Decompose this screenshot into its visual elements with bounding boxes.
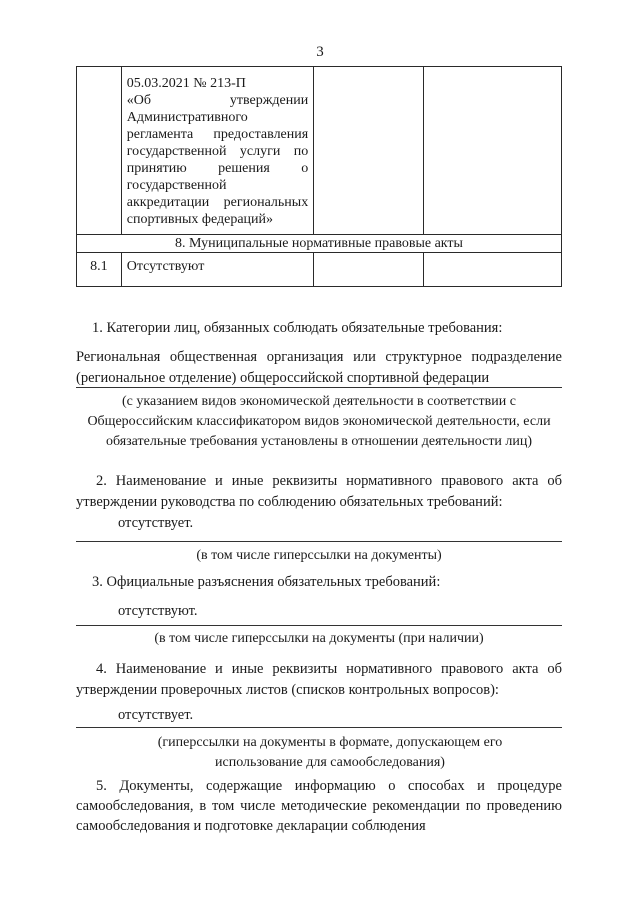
page-number: 3 <box>316 44 324 60</box>
table-cell-empty <box>424 253 562 287</box>
item2-caption: (в том числе гиперссылки на документы) <box>196 548 442 563</box>
table-cell-empty <box>314 253 424 287</box>
item3-heading: 3. Официальные разъяснения обязательных требований: <box>92 574 441 590</box>
document-line: принятию решения о <box>126 161 309 176</box>
table-row <box>77 253 562 287</box>
item4-caption: (гиперссылки на документы в формате, допускающем его использование для самообследования) <box>157 735 503 770</box>
document-line: 05.03.2021 № 213-П <box>126 76 246 91</box>
row-number: 8.1 <box>77 253 122 287</box>
document-line: государственной услуги по <box>126 144 309 159</box>
item2-value: отсутствует. <box>118 515 194 531</box>
section-header: 8. Муниципальные нормативные правовые акты <box>77 235 562 253</box>
regulations-table <box>76 66 562 287</box>
document-line: аккредитации региональных <box>126 195 309 210</box>
row-text: Отсутствуют <box>121 253 313 287</box>
table-cell-number <box>77 67 122 235</box>
item1-heading: 1. Категории лиц, обязанных соблюдать обязательные требования: <box>92 320 503 336</box>
underline <box>76 387 562 388</box>
document-line: спортивных федераций» <box>126 212 274 227</box>
item3-value: отсутствуют. <box>118 603 198 619</box>
item2-heading: 2. Наименование и иные реквизиты нормативного правового акта об утверждении руководства по соблюдению обязательных требований: <box>76 473 562 510</box>
table-cell-empty <box>314 67 424 235</box>
underline <box>76 625 562 626</box>
document-line: «Об утверждении <box>126 93 309 108</box>
underline <box>76 541 562 542</box>
table-cell-empty <box>424 67 562 235</box>
document-line: регламента предоставления <box>126 127 309 142</box>
item3-caption: (в том числе гиперссылки на документы (при наличии) <box>154 631 484 646</box>
item4-value: отсутствует. <box>118 707 194 723</box>
table-section-row <box>77 235 562 253</box>
document-line: государственной <box>126 178 227 193</box>
table-cell-document <box>121 67 313 235</box>
item1-value: Региональная общественная организация или структурное подразделение (региональное отделение) общероссийской спортивной федерации <box>76 349 562 386</box>
document-line: Административного <box>126 110 248 125</box>
document-reference <box>122 67 313 234</box>
underline <box>76 727 562 728</box>
item1-caption: (с указанием видов экономической деятельности в соответствии с Общероссийским классификатором видов экономической деятельности, если обязательные требования установлены в отношении деятельности лиц) <box>87 394 551 449</box>
table-row <box>77 67 562 235</box>
item5-heading: 5. Документы, содержащие информацию о способах и процедуре самообследования, в том числе методические рекомендации по проведению самообследования и подготовке декларации соблюдения <box>76 778 562 834</box>
item4-heading: 4. Наименование и иные реквизиты нормативного правового акта об утверждении проверочных листов (списков контрольных вопросов): <box>76 661 562 698</box>
